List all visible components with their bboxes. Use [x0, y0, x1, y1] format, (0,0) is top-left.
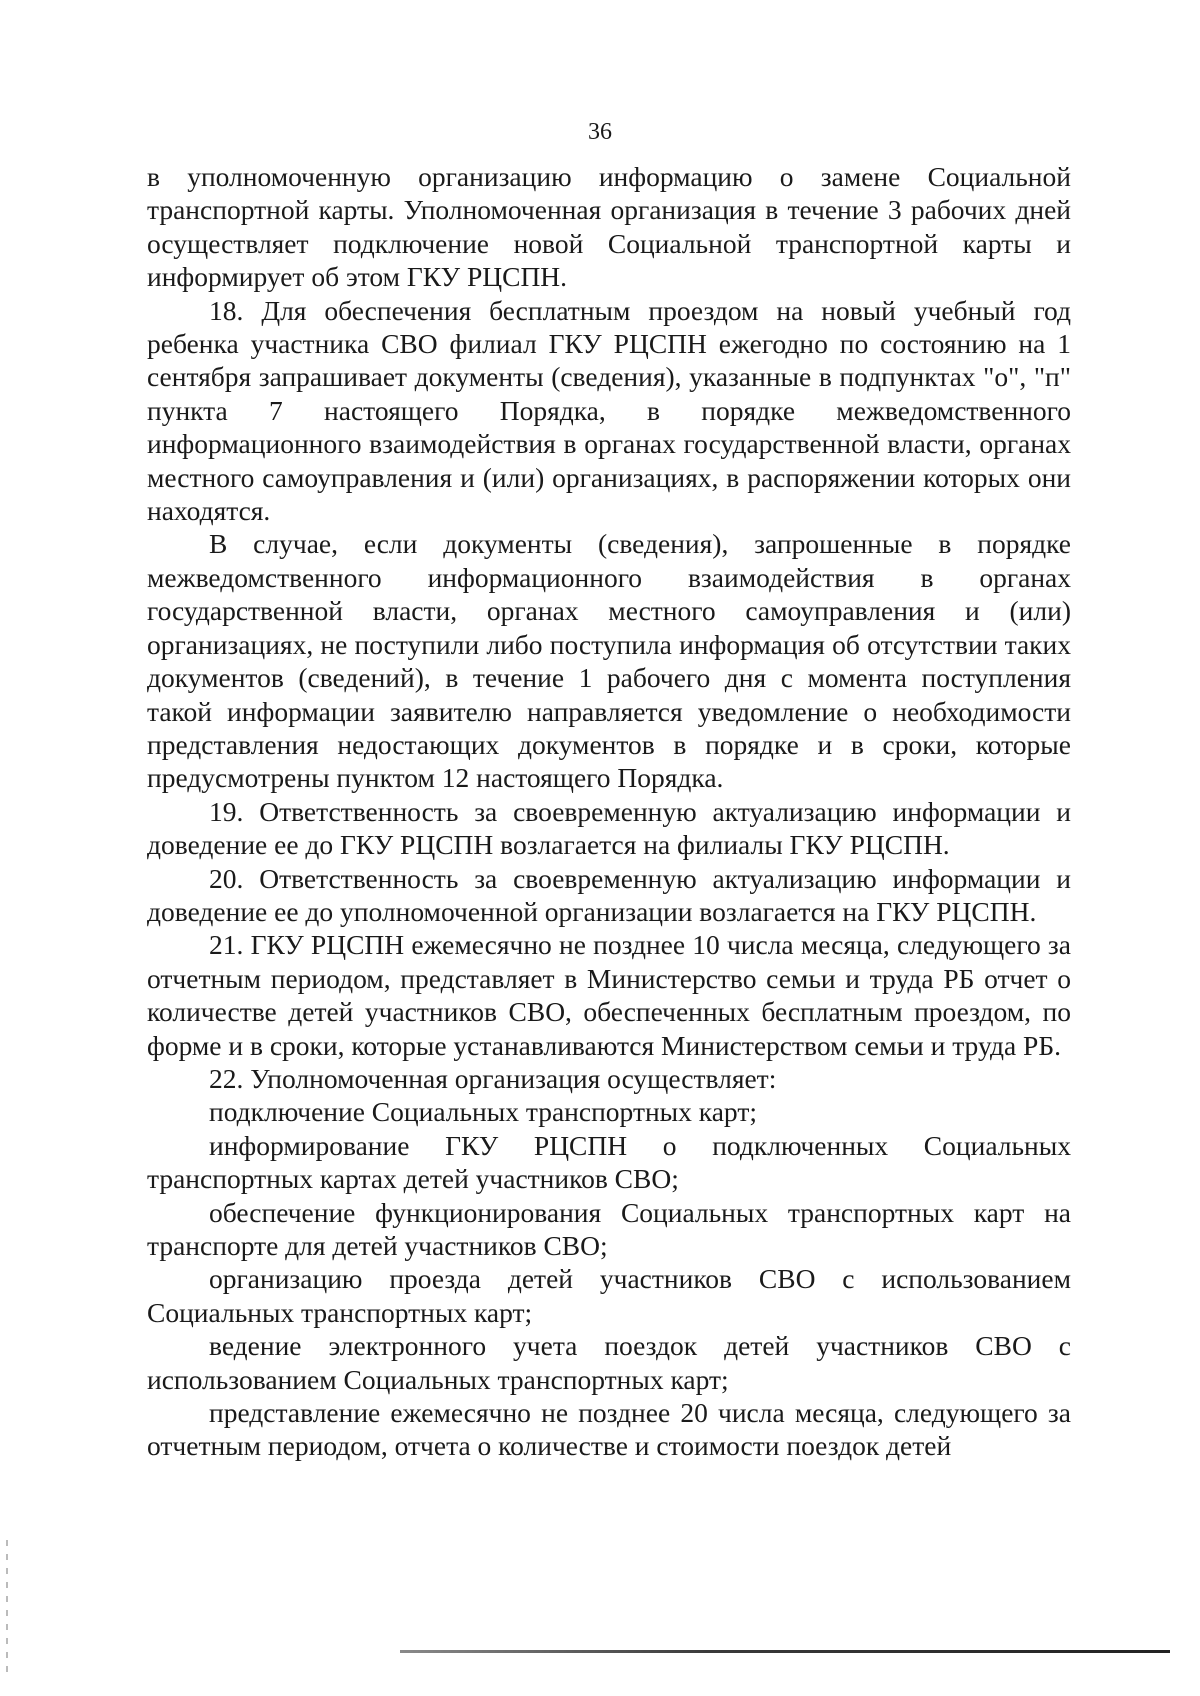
paragraph-item-18-case: В случае, если документы (сведения), запрошенные в порядке межведомственного информационного взаимодействия в органах государственной власти, органах местного самоуправления и (или) организациях, не поступили либо поступила информация об отсутствии таких документов (сведений), в течение 1 рабочего дня с момента поступления такой информации заявителю направляется уведомление о необходимости представления недостающих документов в порядке и в сроки, которые предусмотрены пунктом 12 настоящего Порядка.	[147, 528, 1071, 794]
paragraph-continuation: в уполномоченную организацию информацию о замене Социальной транспортной карты. Уполномоченная организация в течение 3 рабочих дней осуществляет подключение новой Социальной транспортной карты и информирует об этом ГКУ РЦСПН.	[147, 161, 1071, 293]
list-item-functioning: обеспечение функционирования Социальных транспортных карт на транспорте для детей участников СВО;	[147, 1196, 1071, 1261]
page-number: 36	[588, 119, 612, 145]
paragraph-item-20: 20. Ответственность за своевременную актуализацию информации и доведение ее до уполномоченной организации возлагается на ГКУ РЦСПН.	[147, 862, 1071, 927]
list-item-reporting: представление ежемесячно не позднее 20 числа месяца, следующего за отчетным периодом, отчета о количестве и стоимости поездок детей	[147, 1397, 1071, 1462]
paragraph-item-21: 21. ГКУ РЦСПН ежемесячно не позднее 10 числа месяца, следующего за отчетным периодом, представляет в Министерство семьи и труда РБ отчет о количестве детей участников СВО, обеспеченных бесплатным проездом, по форме и в сроки, которые устанавливаются Министерством семьи и труда РБ.	[147, 929, 1071, 1061]
document-body	[147, 160, 1071, 1463]
list-item-informing: информирование ГКУ РЦСПН о подключенных Социальных транспортных картах детей участников СВО;	[147, 1129, 1071, 1195]
footer-rule	[400, 1650, 1170, 1653]
list-item-accounting: ведение электронного учета поездок детей участников СВО с использованием Социальных транспортных карт;	[147, 1330, 1071, 1395]
paragraph-item-22: 22. Уполномоченная организация осуществляет:	[209, 1062, 777, 1094]
paragraph-item-18: 18. Для обеспечения бесплатным проездом на новый учебный год ребенка участника СВО филиал ГКУ РЦСПН ежегодно по состоянию на 1 сентября запрашивает документы (сведения), указанные в подпунктах "о", "п" пункта 7 настоящего Порядка, в порядке межведомственного информационного взаимодействия в органах государственной власти, органах местного самоуправления и (или) организациях, в распоряжении которых они находятся.	[147, 294, 1071, 527]
list-item-connection: подключение Социальных транспортных карт;	[209, 1096, 757, 1128]
paragraph-item-19: 19. Ответственность за своевременную актуализацию информации и доведение ее до ГКУ РЦСПН возлагается на филиалы ГКУ РЦСПН.	[147, 795, 1071, 861]
scan-edge-mark	[6, 1540, 8, 1680]
list-item-organization: организацию проезда детей участников СВО с использованием Социальных транспортных карт;	[147, 1263, 1071, 1328]
